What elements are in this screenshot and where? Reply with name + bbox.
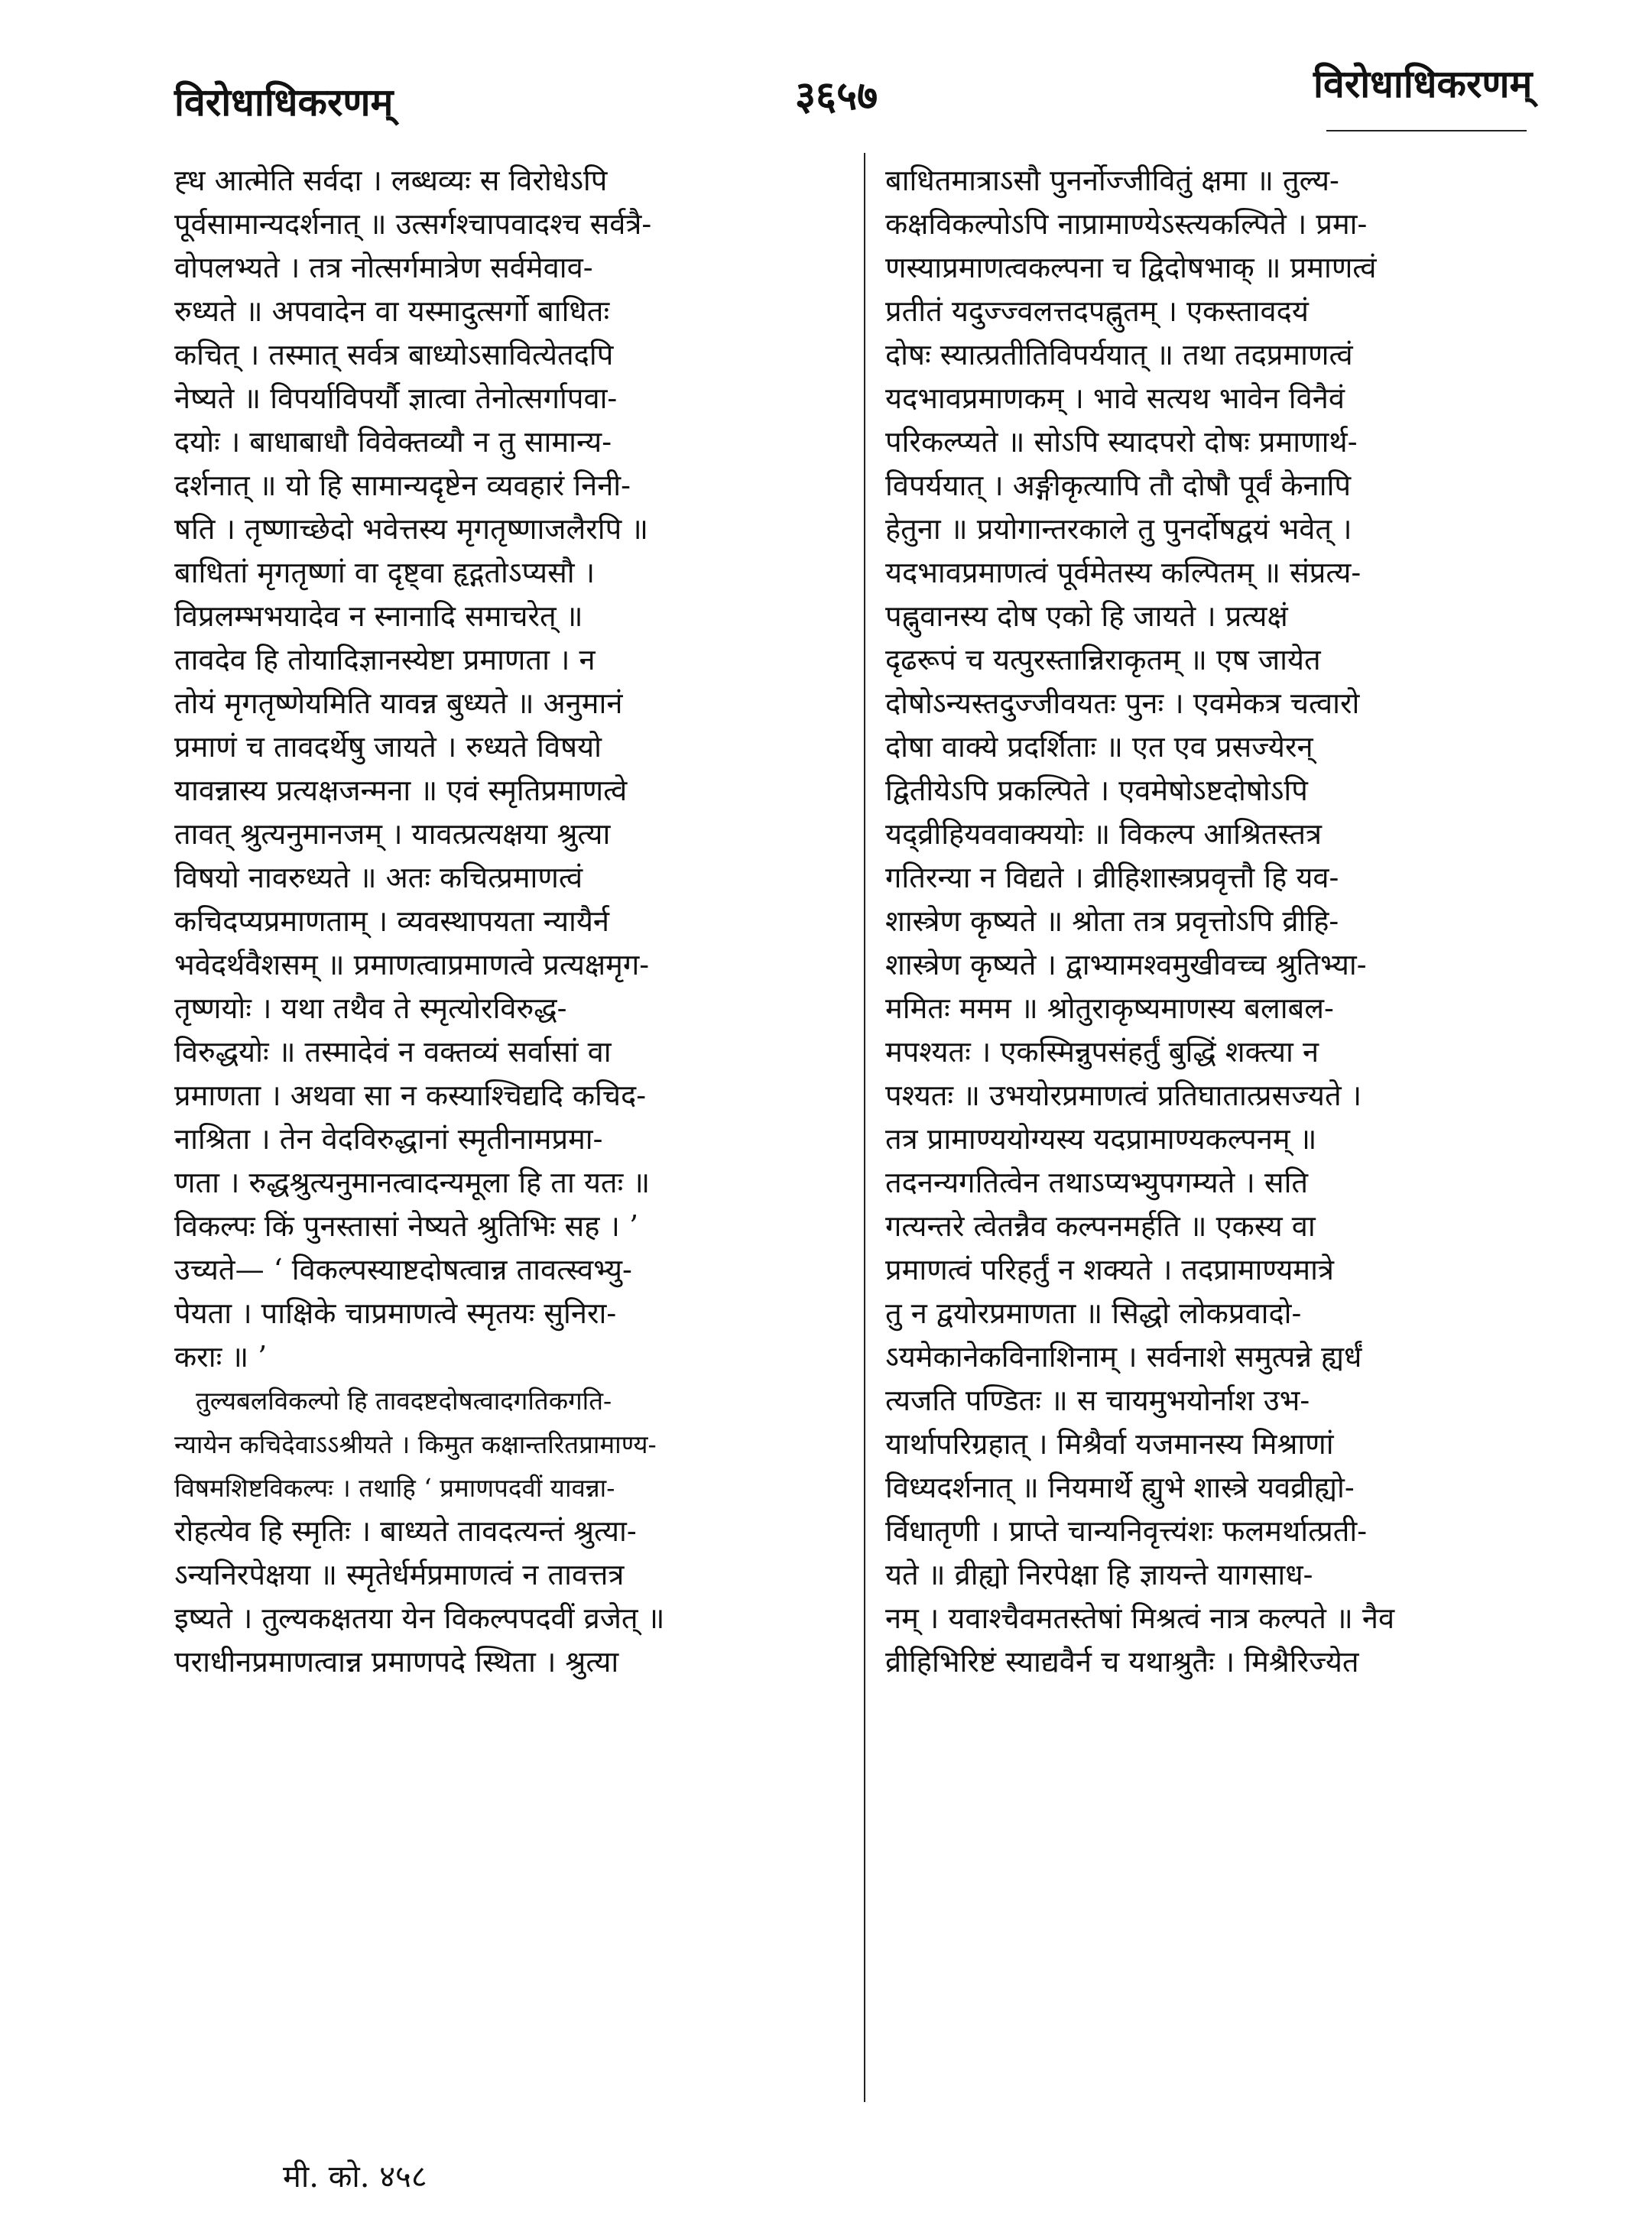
text-line: दोषः स्यात्प्रतीतिविपर्ययात् ॥ तथा तदप्रमाणत्वं bbox=[885, 338, 1353, 371]
text-line: दयोः । बाधाबाधौ विवेक्तव्यौ न तु सामान्य- bbox=[174, 425, 612, 459]
text-line: विकल्पः किं पुनस्तासां नेष्यते श्रुतिभिः सह । ’ bbox=[174, 1209, 639, 1243]
text-line: यते ॥ व्रीह्यो निरपेक्षा हि ज्ञायन्ते यागसाध- bbox=[885, 1558, 1313, 1591]
text-line: बाधितमात्राऽसौ पुनर्नोज्जीवितुं क्षमा ॥ तुल्य- bbox=[885, 164, 1339, 197]
text-line: विध्यदर्शनात् ॥ नियमार्थे ह्युभे शास्त्रे यवव्रीह्यो- bbox=[885, 1471, 1355, 1504]
text-line: र्विधातृणी । प्राप्ते चान्यनिवृत्त्यंशः फलमर्थात्प्रती- bbox=[885, 1514, 1368, 1548]
text-line: विषमशिष्टविकल्पः । तथाहि ‘ प्रमाणपदवीं यावन्ना- bbox=[174, 1473, 615, 1503]
text-line: तत्र प्रामाण्ययोग्यस्य यदप्रामाण्यकल्पनम् ॥ bbox=[885, 1122, 1317, 1156]
right-column bbox=[885, 159, 1560, 2139]
text-line: विरुद्धयोः ॥ तस्मादेवं न वक्तव्यं सर्वासां वा bbox=[174, 1035, 612, 1069]
text-line: दर्शनात् ॥ यो हि सामान्यदृष्टेन व्यवहारं निनी- bbox=[174, 469, 631, 502]
text-line: प्रमाणत्वं परिहर्तुं न शक्यते । तदप्रामाण्यमात्रे bbox=[885, 1253, 1334, 1286]
text-line: प्रतीतं यदुज्ज्वलत्तदपह्नुतम् । एकस्तावदयं bbox=[885, 294, 1309, 328]
text-line: व्रीहिभिरिष्टं स्याद्यवैर्न च यथाश्रुतैः । मिश्रैरिज्येत bbox=[885, 1645, 1359, 1679]
text-line: ममितः ममम ॥ श्रोतुराकृष्यमाणस्य बलाबल- bbox=[885, 991, 1334, 1025]
text-line: रुध्यते ॥ अपवादेन वा यस्मादुत्सर्गो बाधितः bbox=[174, 294, 610, 328]
running-title-left: विरोधाधिकरणम् bbox=[174, 79, 394, 125]
text-line: रोहत्येव हि स्मृतिः । बाध्यते तावदत्यन्तं श्रुत्या- bbox=[174, 1514, 637, 1548]
text-line: कक्षविकल्पोऽपि नाप्रामाण्येऽस्त्यकल्पिते । प्रमा- bbox=[885, 207, 1368, 241]
column-divider bbox=[864, 153, 865, 2102]
text-line: तावदेव हि तोयादिज्ञानस्येष्टा प्रमाणता । न bbox=[174, 643, 596, 676]
text-line: तृष्णयोः । यथा तथैव ते स्मृत्योरविरुद्ध- bbox=[174, 991, 567, 1025]
text-line: हेतुना ॥ प्रयोगान्तरकाले तु पुनर्दोषद्वयं भवेत् । bbox=[885, 512, 1352, 546]
text-line: पूर्वसामान्यदर्शनात् ॥ उत्सर्गश्चापवादश्च सर्वत्रै- bbox=[174, 207, 652, 241]
text-line: तुल्यबलविकल्पो हि तावदष्टदोषत्वादगतिकगति- bbox=[196, 1386, 612, 1416]
running-title-right: विरोधाधिकरणम् bbox=[1313, 61, 1533, 106]
text-line: ऽन्यनिरपेक्षया ॥ स्मृतेर्धर्मप्रमाणत्वं न तावत्तत्र bbox=[174, 1558, 625, 1591]
text-line: पश्यतः ॥ उभयोरप्रमाणत्वं प्रतिघातात्प्रसज्यते । bbox=[885, 1079, 1362, 1112]
text-line: तु न द्वयोरप्रमाणता ॥ सिद्धो लोकप्रवादो- bbox=[885, 1296, 1302, 1330]
text-line: इष्यते । तुल्यकक्षतया येन विकल्पपदवीं व्रजेत् ॥ bbox=[174, 1601, 665, 1635]
text-line: णस्याप्रमाणत्वकल्पना च द्विदोषभाक् ॥ प्रमाणत्वं bbox=[885, 251, 1377, 284]
text-line: ऽयमेकानेकविनाशिनाम् । सर्वनाशे समुत्पन्ने ह्यर्धं bbox=[885, 1340, 1362, 1374]
text-line: गतिरन्या न विद्यते । व्रीहिशास्त्रप्रवृत्तौ हि यव- bbox=[885, 861, 1339, 894]
text-line: नाश्रिता । तेन वेदविरुद्धानां स्मृतीनामप्रमा- bbox=[174, 1122, 603, 1156]
text-line: प्रमाणता । अथवा सा न कस्याश्चिद्यदि कचिद- bbox=[174, 1079, 647, 1112]
text-line: षति । तृष्णाच्छेदो भवेत्तस्य मृगतृष्णाजलैरपि ॥ bbox=[174, 512, 649, 546]
text-line: पह्नुवानस्य दोष एको हि जायते । प्रत्यक्षं bbox=[885, 599, 1288, 633]
text-line: न्यायेन कचिदेवाऽऽश्रीयते । किमुत कक्षान्तरितप्रामाण्य- bbox=[174, 1429, 657, 1459]
text-line: परिकल्प्यते ॥ सोऽपि स्यादपरो दोषः प्रमाणार्थ- bbox=[885, 425, 1358, 459]
text-line: ह्ध आत्मेति सर्वदा । लब्धव्यः स विरोधेऽपि bbox=[174, 164, 608, 197]
text-line: नेष्यते ॥ विपर्याविपर्यौ ज्ञात्वा तेनोत्सर्गापवा- bbox=[174, 381, 618, 415]
header-underline bbox=[1326, 130, 1527, 131]
text-line: विपर्ययात् । अङ्गीकृत्यापि तौ दोषौ पूर्वं केनापि bbox=[885, 469, 1352, 502]
text-line: यदभावप्रमाणकम् । भावे सत्यथ भावेन विनैवं bbox=[885, 381, 1345, 415]
text-line: कचित् । तस्मात् सर्वत्र बाध्योऽसावित्येतदपि bbox=[174, 338, 614, 371]
text-line: विषयो नावरुध्यते ॥ अतः कचित्प्रमाणत्वं bbox=[174, 861, 583, 894]
text-line: प्रमाणं च तावदर्थेषु जायते । रुध्यते विषयो bbox=[174, 730, 602, 764]
left-column bbox=[174, 159, 849, 2139]
text-line: उच्यते— ‘ विकल्पस्याष्टदोषत्वान्न तावत्स्वभ्यु- bbox=[174, 1253, 632, 1286]
text-line: तदनन्यगतित्वेन तथाऽप्यभ्युपगम्यते । सति bbox=[885, 1166, 1309, 1199]
text-line: णता । रुद्धश्रुत्यनुमानत्वादन्यमूला हि ता यतः ॥ bbox=[174, 1166, 651, 1199]
text-line: पेयता । पाक्षिके चाप्रमाणत्वे स्मृतयः सुनिरा- bbox=[174, 1296, 617, 1330]
text-line: त्यजति पण्डितः ॥ स चायमुभयोर्नाश उभ- bbox=[885, 1384, 1310, 1417]
text-line: विप्रलम्भभयादेव न स्नानादि समाचरेत् ॥ bbox=[174, 599, 583, 633]
text-line: वोपलभ्यते । तत्र नोत्सर्गमात्रेण सर्वमेवाव- bbox=[174, 251, 593, 284]
text-line: यार्थापरिग्रहात् । मिश्रैर्वा यजमानस्य मिश्राणां bbox=[885, 1427, 1334, 1461]
text-line: दोषा वाक्ये प्रदर्शिताः ॥ एत एव प्रसज्येरन् bbox=[885, 730, 1313, 764]
text-line: दोषोऽन्यस्तदुज्जीवयतः पुनः । एवमेकत्र चत्वारो bbox=[885, 686, 1360, 720]
text-line: तोयं मृगतृष्णेयमिति यावन्न बुध्यते ॥ अनुमानं bbox=[174, 686, 623, 720]
text-line: शास्त्रेण कृष्यते । द्वाभ्यामश्वमुखीवच्च श्रुतिभ्या- bbox=[885, 948, 1367, 981]
page-signature: मी. को. ४५८ bbox=[283, 2159, 427, 2195]
text-line: कचिदप्यप्रमाणताम् । व्यवस्थापयता न्यायैर्न bbox=[174, 904, 609, 938]
text-line: मपश्यतः । एकस्मिन्नुपसंहर्तुं बुद्धिं शक्त्या न bbox=[885, 1035, 1319, 1069]
text-line: तावत् श्रुत्यनुमानजम् । यावत्प्रत्यक्षया श्रुत्या bbox=[174, 817, 611, 851]
page-number: ३६५७ bbox=[795, 73, 878, 119]
text-line: द्वितीयेऽपि प्रकल्पिते । एवमेषोऽष्टदोषोऽपि bbox=[885, 774, 1308, 807]
text-line: भवेदर्थवैशसम् ॥ प्रमाणत्वाप्रमाणत्वे प्रत्यक्षमृग- bbox=[174, 948, 650, 981]
text-line: कराः ॥ ’ bbox=[174, 1340, 268, 1374]
text-line: पराधीनप्रमाणत्वान्न प्रमाणपदे स्थिता । श्रुत्या bbox=[174, 1645, 619, 1679]
text-line: शास्त्रेण कृष्यते ॥ श्रोता तत्र प्रवृत्तोऽपि व्रीहि- bbox=[885, 904, 1339, 938]
text-line: गत्यन्तरे त्वेतन्नैव कल्पनमर्हति ॥ एकस्य वा bbox=[885, 1209, 1316, 1243]
text-line: यदभावप्रमाणत्वं पूर्वमेतस्य कल्पितम् ॥ संप्रत्य- bbox=[885, 556, 1362, 589]
text-line: नम् । यवाश्चैवमतस्तेषां मिश्रत्वं नात्र कल्पते ॥ नैव bbox=[885, 1601, 1395, 1635]
text-line: यावन्नास्य प्रत्यक्षजन्मना ॥ एवं स्मृतिप्रमाणत्वे bbox=[174, 774, 628, 807]
text-line: बाधितां मृगतृष्णां वा दृष्ट्वा हृद्गतोऽप्यसौ । bbox=[174, 556, 596, 589]
text-line: दृढरूपं च यत्पुरस्तान्निराकृतम् ॥ एष जायेत bbox=[885, 643, 1321, 676]
text-line: यद्व्रीहियववाक्ययोः ॥ विकल्प आश्रितस्तत्र bbox=[885, 817, 1322, 851]
